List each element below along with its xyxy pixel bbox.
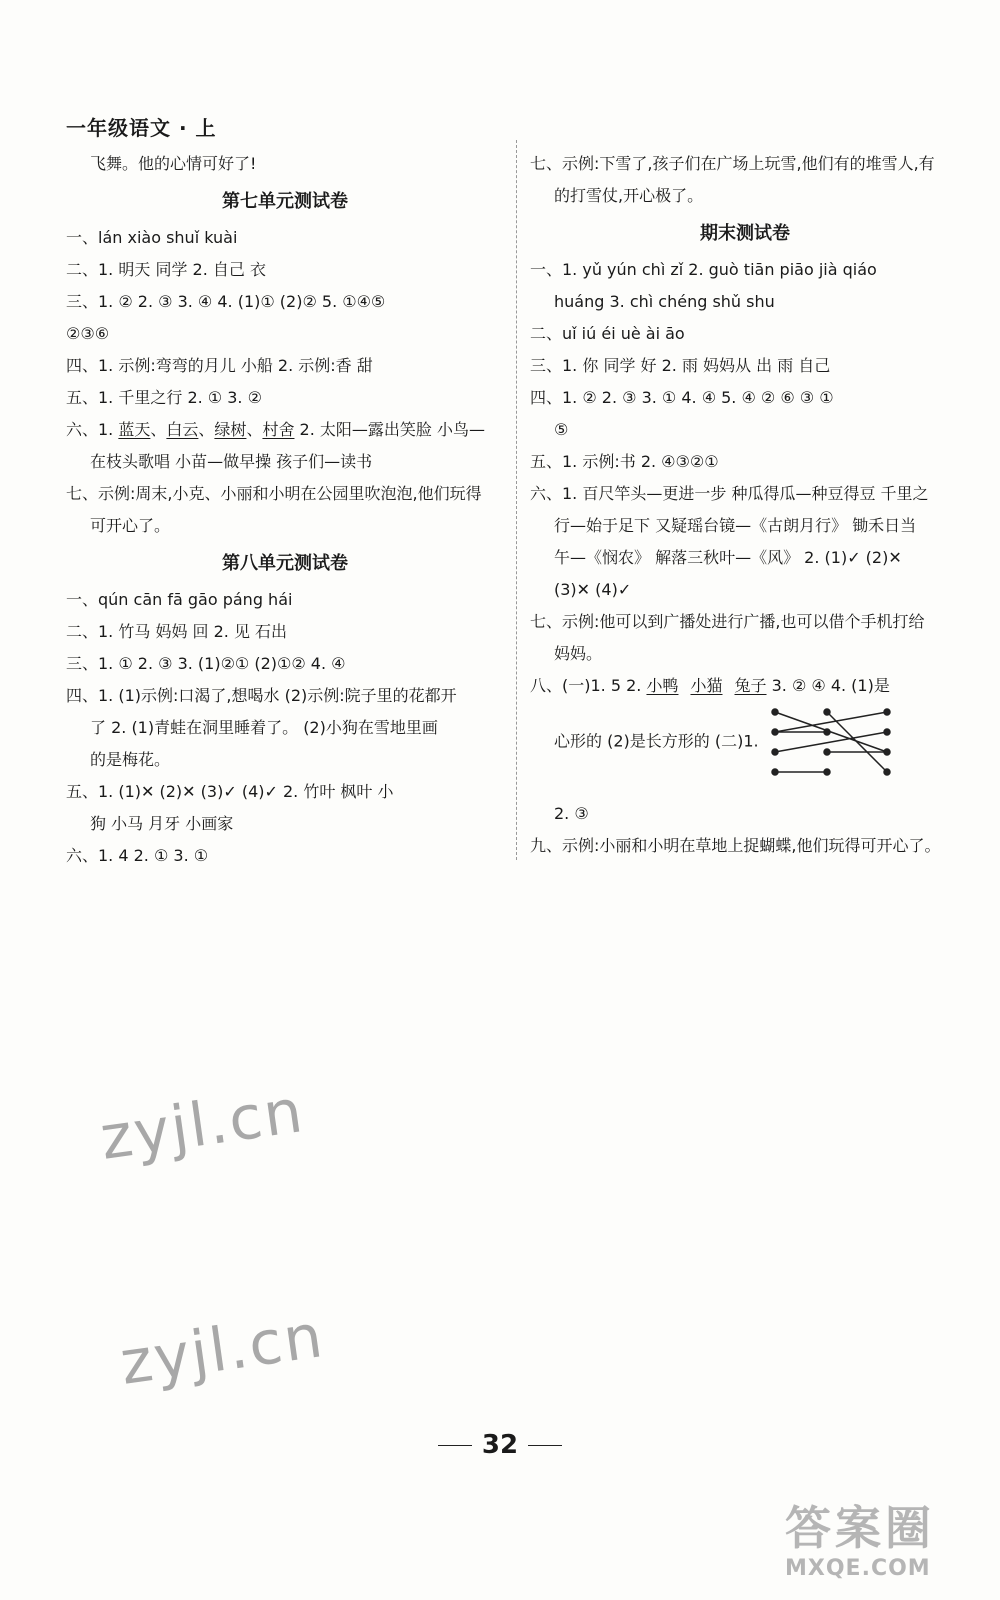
final-q9: 九、示例:小丽和小明在草地上捉蝴蝶,他们玩得可开心了。 [530,836,941,855]
unit8-q3: 三、1. ① 2. ③ 3. (1)②① (2)①② 4. ④ [66,654,346,673]
final-q4-cont: ⑤ [554,420,569,439]
final-q2: 二、uǐ iú éi uè ài āo [530,324,685,343]
unit7-title: 第七单元测试卷 [222,191,348,212]
page-header: 一年级语文 · 上 [66,116,217,140]
final-q4: 四、1. ② 2. ③ 3. ① 4. ④ 5. ④ ② ⑥ ③ ① [530,388,834,407]
unit7-q4: 四、1. 示例:弯弯的月儿 小船 2. 示例:香 甜 [66,356,373,375]
unit8-q1: 一、qún cān fā gāo páng hái [66,590,293,609]
unit7-q1: 一、lán xiào shuǐ kuài [66,228,238,247]
site-logo [785,1500,985,1592]
logo-url: MXQE.COM [785,1556,931,1581]
final-q7: 七、示例:他可以到广播处进行广播,也可以借个手机打给 [530,612,925,631]
final-q6: 六、1. 百尺竿头—更进一步 种瓜得瓜—种豆得豆 千里之 [530,484,929,503]
underlined-word: 白云 [166,420,199,439]
final-q3: 三、1. 你 同学 好 2. 雨 妈妈从 出 雨 自己 [530,356,831,375]
final-q1-cont: huáng 3. chì chéng shǔ shu [554,292,775,311]
continued-text: 飞舞。他的心情可好了! [90,154,257,173]
unit8-q2: 二、1. 竹马 妈妈 回 2. 见 石出 [66,622,288,641]
dash-right [528,1445,562,1446]
q6-prefix: 六、1. [66,420,119,439]
watermark: zyjl.cn [96,1076,309,1174]
unit7-q3: 三、1. ② 2. ③ 3. ④ 4. (1)① (2)② 5. ①④⑤ [66,292,386,311]
unit7-q7: 七、示例:周末,小克、小丽和小明在公园里吹泡泡,他们玩得 [66,484,482,503]
matching-lines-diagram [767,702,907,782]
watermark: zyjl.cn [116,1301,329,1399]
final-q8-cont [530,702,960,798]
unit8-q4: 四、1. (1)示例:口渴了,想喝水 (2)示例:院子里的花都开 [66,686,457,705]
logo-text: 答案圈 [785,1501,935,1555]
unit7-q7-cont: 可开心了。 [90,516,171,535]
final-q7-cont: 妈妈。 [554,644,603,663]
unit7-q6-cont: 在枝头歌唱 小苗—做早操 孩子们—读书 [90,452,373,471]
final-q6-cont: 行—始于足下 又疑瑶台镜—《古朗月行》 锄禾日当 [554,516,917,535]
final-q6-cont3: (3)✕ (4)✓ [554,580,632,599]
unit8-q6: 六、1. 4 2. ① 3. ① [66,846,209,865]
underlined-word: 蓝天 [118,420,151,439]
final-q6-cont2: 午—《悯农》 解落三秋叶—《风》 2. (1)✓ (2)✕ [554,548,902,567]
unit8-q5: 五、1. (1)✕ (2)✕ (3)✓ (4)✓ 2. 竹叶 枫叶 小 [66,782,394,801]
underlined-word: 小鸭 [646,676,679,695]
unit8-q4-cont2: 的是梅花。 [90,750,171,769]
underlined-word: 绿树 [214,420,247,439]
final-title: 期末测试卷 [700,223,790,244]
unit8-q5-cont: 狗 小马 月牙 小画家 [90,814,234,833]
underlined-word: 兔子 [734,676,767,695]
unit7-q3-cont: ②③⑥ [66,324,110,343]
unit8-q7: 七、示例:下雪了,孩子们在广场上玩雪,他们有的堆雪人,有 [530,154,935,173]
q8-cont-text: 心形的 (2)是长方形的 (二)1. [554,731,759,751]
dash-left [438,1445,472,1446]
page-number-text: 32 [481,1430,519,1460]
unit7-q6: 六、1. 蓝天、白云、绿树、村舍 2. 太阳—露出笑脸 小鸟— [66,420,485,439]
page-number [420,1430,580,1460]
unit7-q5: 五、1. 千里之行 2. ① 3. ② [66,388,262,407]
q6-rest: 2. 太阳—露出笑脸 小鸟— [294,420,485,439]
underlined-word: 村舍 [262,420,295,439]
right-column [530,148,960,862]
final-q1: 一、1. yǔ yún chì zǐ 2. guò tiān piāo jià qiáo [530,260,877,279]
unit8-q4-cont: 了 2. (1)青蛙在洞里睡着了。 (2)小狗在雪地里画 [90,718,438,737]
unit8-title: 第八单元测试卷 [222,553,348,574]
q8-rest: 3. ② ④ 4. (1)是 [766,676,890,695]
underlined-word: 小猫 [690,676,723,695]
final-q5: 五、1. 示例:书 2. ④③②① [530,452,719,471]
final-q8 [530,670,960,702]
column-divider [516,140,517,860]
q8-prefix: 八、(一)1. 5 2. [530,676,647,695]
unit7-q2: 二、1. 明天 同学 2. 自己 衣 [66,260,266,279]
final-q8-cont2: 2. ③ [554,804,589,823]
unit8-q7-cont: 的打雪仗,开心极了。 [554,186,704,205]
left-column [66,148,504,872]
